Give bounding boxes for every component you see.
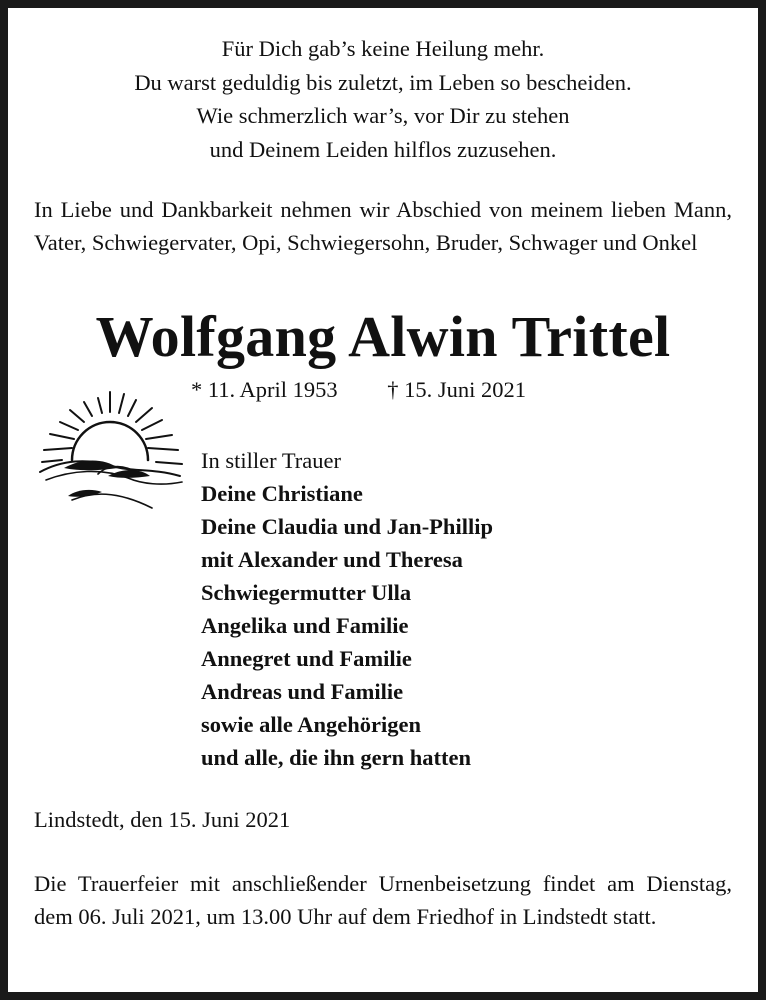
- death-date: † 15. Juni 2021: [387, 377, 527, 402]
- obituary-notice: [8, 8, 758, 992]
- birth-date: * 11. April 1953: [191, 377, 338, 402]
- mourner-name: und alle, die ihn gern hatten: [201, 745, 472, 770]
- mourner-name: Andreas und Familie: [201, 679, 404, 704]
- life-dates: [191, 375, 526, 405]
- mourner-name: Angelika und Familie: [201, 613, 409, 638]
- mourner-name: Annegret und Familie: [201, 646, 412, 671]
- memorial-poem: [8, 32, 758, 166]
- mourners-list: [201, 444, 493, 774]
- mourners-heading: In stiller Trauer: [201, 448, 341, 473]
- mourner-name: sowie alle Angehörigen: [201, 712, 421, 737]
- poem-line: Du warst geduldig bis zuletzt, im Leben so bescheiden.: [134, 69, 632, 95]
- farewell-intro: In Liebe und Dankbarkeit nehmen wir Abschied von meinem lieben Mann, Vater, Schwiegervater, Opi, Schwiegersohn, Bruder, Schwager und Onkel: [34, 197, 732, 255]
- mourner-name: Schwiegermutter Ulla: [201, 580, 412, 605]
- funeral-service-info: Die Trauerfeier mit anschließender Urnenbeisetzung findet am Dienstag, dem 06. Juli 2021, um 13.00 Uhr auf dem Friedhof in Lindstedt statt.: [34, 871, 732, 929]
- sunset-over-hills-icon: [32, 380, 192, 512]
- poem-line: Für Dich gab’s keine Heilung mehr.: [221, 36, 545, 61]
- mourner-name: Deine Claudia und Jan-Phillip: [201, 514, 493, 539]
- mourner-name: mit Alexander und Theresa: [201, 547, 463, 572]
- deceased-name: Wolfgang Alwin Trittel: [95, 304, 671, 369]
- place-and-date: Lindstedt, den 15. Juni 2021: [34, 807, 291, 832]
- mourner-name: Deine Christiane: [201, 481, 363, 506]
- poem-line: Wie schmerzlich war’s, vor Dir zu stehen: [196, 103, 570, 128]
- poem-line: und Deinem Leiden hilflos zuzusehen.: [209, 136, 557, 162]
